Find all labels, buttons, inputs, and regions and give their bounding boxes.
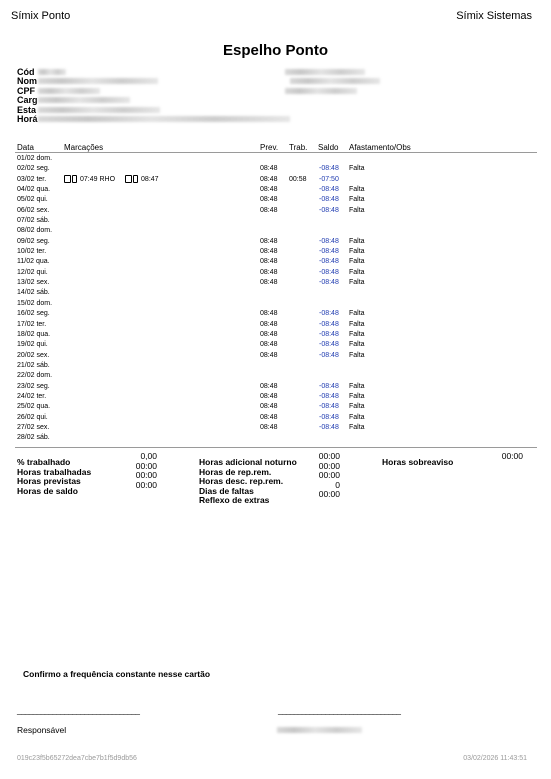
row-date: 23/02 seg.: [17, 382, 50, 390]
row-obs: Falta: [349, 413, 365, 421]
row-date: 04/02 qua.: [17, 186, 51, 194]
summary-label: Horas sobreaviso: [382, 457, 454, 467]
summary-label: Horas trabalhadas: [17, 466, 92, 477]
table-row: [0, 433, 551, 443]
company-name: Símix Sistemas: [456, 10, 532, 22]
row-obs: Falta: [349, 279, 365, 287]
info-label-schedule: Horá: [17, 114, 38, 124]
row-date: 01/02 dom.: [17, 155, 53, 162]
row-prev: 08:48: [260, 258, 278, 266]
signature-line-left: _______________________________: [17, 706, 140, 715]
row-saldo: -08:48: [319, 392, 339, 400]
row-date: 20/02 sex.: [17, 351, 50, 359]
col-header-obs: Afastamento/Obs: [349, 143, 411, 152]
page-title: Espelho Ponto: [223, 42, 328, 59]
row-obs: Falta: [349, 268, 365, 276]
row-prev: 08:48: [260, 403, 278, 411]
row-date: 22/02 dom.: [17, 372, 53, 380]
row-obs: Falta: [349, 310, 365, 318]
summary-value: 0,00: [140, 451, 157, 461]
table-row: [0, 154, 551, 164]
summary-value: 00:00: [318, 470, 340, 481]
info-label-cpf: CPF: [17, 86, 35, 96]
table-row: [0, 216, 551, 226]
table-row: [0, 423, 551, 433]
summary-label: Reflexo de extras: [199, 495, 270, 506]
redacted-name: [38, 78, 158, 84]
summary-value: 0: [335, 479, 340, 490]
table-row: [0, 382, 551, 392]
redacted-right-3: [285, 88, 357, 94]
table-row: [0, 351, 551, 361]
info-label-role: Carg: [17, 95, 38, 105]
row-obs: Falta: [349, 206, 365, 214]
row-obs: Falta: [349, 382, 365, 390]
col-header-saldo: Saldo: [318, 143, 339, 152]
summary-label: Horas de rep.rem.: [199, 466, 272, 477]
redacted-right-1: [285, 69, 365, 75]
row-prev: 08:48: [260, 237, 278, 245]
row-date: 03/02 ter.: [17, 175, 47, 183]
summary-value: 00:00: [318, 451, 340, 461]
row-prev: 08:48: [260, 268, 278, 276]
row-obs: Falta: [349, 330, 365, 338]
table-row: [0, 278, 551, 288]
row-prev: 08:48: [260, 206, 278, 214]
summary-label: Horas adicional noturno: [199, 457, 297, 467]
row-prev: 08:48: [260, 423, 278, 431]
row-prev: 08:48: [260, 165, 278, 173]
app-name: Símix Ponto: [11, 10, 71, 22]
row-saldo: -08:48: [319, 341, 339, 349]
table-row: [0, 226, 551, 236]
redacted-code: [38, 69, 66, 75]
row-date: 14/02 sáb.: [17, 289, 50, 297]
row-saldo: -07:50: [319, 175, 339, 183]
row-obs: Falta: [349, 320, 365, 328]
row-prev: 08:48: [260, 382, 278, 390]
row-date: 07/02 sáb.: [17, 217, 50, 225]
redacted-right-2: [290, 78, 380, 84]
responsavel-label: Responsável: [17, 725, 67, 735]
summary-value: 00:00: [135, 479, 157, 490]
row-saldo: -08:48: [319, 248, 339, 256]
row-date: 08/02 dom.: [17, 227, 53, 235]
row-obs: Falta: [349, 392, 365, 400]
timesheet-rows: [0, 154, 551, 444]
row-saldo: -08:48: [319, 186, 339, 194]
row-date: 21/02 sáb.: [17, 361, 50, 369]
row-date: 24/02 ter.: [17, 392, 47, 400]
row-obs: Falta: [349, 403, 365, 411]
punch-time: 07:49 RHO: [80, 175, 116, 183]
row-date: 05/02 qui.: [17, 196, 48, 204]
table-row: [0, 237, 551, 247]
row-saldo: -08:48: [319, 196, 339, 204]
summary-value: 00:00: [501, 451, 523, 461]
row-obs: Falta: [349, 423, 365, 431]
row-prev: 08:48: [260, 310, 278, 318]
summary-row: [382, 451, 523, 467]
row-prev: 08:48: [260, 279, 278, 287]
row-saldo: -08:48: [319, 237, 339, 245]
summary-col-3: [382, 451, 523, 467]
col-header-marcacoes: Marcações: [64, 143, 104, 152]
row-date: 17/02 ter.: [17, 320, 47, 328]
summary-label: Horas previstas: [17, 476, 81, 487]
row-date: 28/02 sáb.: [17, 434, 50, 442]
table-row: [0, 413, 551, 423]
row-obs: Falta: [349, 186, 365, 194]
row-prev: 08:48: [260, 351, 278, 359]
row-prev: 08:48: [260, 196, 278, 204]
row-prev: 08:48: [260, 330, 278, 338]
table-row: [0, 371, 551, 381]
summary-value: 00:00: [135, 460, 157, 471]
signature-line-right: _______________________________: [278, 706, 401, 715]
row-saldo: -08:48: [319, 206, 339, 214]
row-obs: Falta: [349, 258, 365, 266]
summary-label: Horas desc. rep.rem.: [199, 476, 284, 487]
row-prev: 08:48: [260, 186, 278, 194]
row-saldo: -08:48: [319, 382, 339, 390]
row-saldo: -08:48: [319, 310, 339, 318]
row-date: 12/02 qui.: [17, 268, 48, 276]
summary-label: % trabalhado: [17, 457, 71, 467]
row-obs: Falta: [349, 341, 365, 349]
row-date: 16/02 seg.: [17, 310, 50, 318]
redacted-employee-signature-name: [277, 727, 362, 733]
row-date: 09/02 seg.: [17, 237, 50, 245]
info-label-establishment: Esta: [17, 105, 37, 115]
row-date: 19/02 qui.: [17, 341, 48, 349]
confirmation-text: Confirmo a frequência constante nesse cartão: [23, 669, 211, 679]
row-saldo: -08:48: [319, 423, 339, 431]
table-row: [0, 340, 551, 350]
row-saldo: -08:48: [319, 330, 339, 338]
row-prev: 08:48: [260, 341, 278, 349]
table-row: [0, 195, 551, 205]
info-label-name: Nom: [17, 76, 37, 86]
generated-datetime: 03/02/2026 11:43:51: [463, 755, 527, 762]
table-row: [0, 402, 551, 412]
row-saldo: -08:48: [319, 351, 339, 359]
summary-label: Dias de faltas: [199, 485, 254, 496]
redacted-cpf: [38, 88, 100, 94]
row-saldo: -08:48: [319, 413, 339, 421]
summary-divider: [15, 447, 537, 448]
row-saldo: -08:48: [319, 258, 339, 266]
row-saldo: -08:48: [319, 268, 339, 276]
row-saldo: -08:48: [319, 279, 339, 287]
punch-time: 08:47: [141, 175, 159, 183]
table-row: [0, 309, 551, 319]
summary-col-1: [17, 451, 157, 496]
table-row: [0, 299, 551, 309]
summary-label: Horas de saldo: [17, 485, 78, 496]
table-header-divider: [15, 152, 537, 153]
clock-icon: [125, 175, 132, 183]
clock-icon: [133, 175, 138, 183]
row-marcacoes: [64, 175, 159, 185]
row-date: 11/02 qua.: [17, 258, 50, 266]
row-prev: 08:48: [260, 248, 278, 256]
col-header-trab: Trab.: [289, 143, 308, 152]
row-saldo: -08:48: [319, 403, 339, 411]
row-date: 15/02 dom.: [17, 299, 53, 307]
row-obs: Falta: [349, 196, 365, 204]
summary-col-2: [199, 451, 340, 506]
summary-value: 00:00: [318, 460, 340, 471]
row-date: 18/02 qua.: [17, 330, 51, 338]
row-date: 27/02 sex.: [17, 423, 50, 431]
row-obs: Falta: [349, 165, 365, 173]
redacted-role: [38, 97, 130, 103]
table-row: [0, 206, 551, 216]
row-prev: 08:48: [260, 413, 278, 421]
summary-row: [199, 470, 340, 487]
row-date: 25/02 qua.: [17, 403, 51, 411]
clock-icon: [72, 175, 77, 183]
summary-value: 00:00: [318, 489, 340, 500]
table-row: [0, 320, 551, 330]
row-prev: 08:48: [260, 175, 278, 183]
row-obs: Falta: [349, 237, 365, 245]
row-prev: 08:48: [260, 392, 278, 400]
summary-value: 00:00: [135, 470, 157, 481]
table-row: [0, 185, 551, 195]
summary-row: [199, 489, 340, 506]
row-prev: 08:48: [260, 320, 278, 328]
row-date: 06/02 sex.: [17, 206, 50, 214]
table-row: [0, 164, 551, 174]
row-date: 10/02 ter.: [17, 248, 47, 256]
table-row: [0, 257, 551, 267]
table-row: [0, 288, 551, 298]
table-row: [0, 361, 551, 371]
col-header-prev: Prev.: [260, 143, 279, 152]
summary-row: [17, 479, 157, 496]
table-row: [0, 268, 551, 278]
table-row: [0, 247, 551, 257]
table-row: [0, 392, 551, 402]
row-trab: 00:58: [289, 175, 307, 183]
row-date: 13/02 sex.: [17, 279, 50, 287]
row-date: 26/02 qui.: [17, 413, 48, 421]
table-row: [0, 330, 551, 340]
row-obs: Falta: [349, 351, 365, 359]
clock-icon: [64, 175, 71, 183]
table-row: [0, 175, 551, 185]
document-hash: 019c23f5b65272dea7cbe7b1f5d9db56: [17, 755, 137, 762]
redacted-schedule: [38, 116, 290, 122]
row-saldo: -08:48: [319, 165, 339, 173]
col-header-date: Data: [17, 143, 34, 152]
row-obs: Falta: [349, 248, 365, 256]
row-date: 02/02 seg.: [17, 165, 50, 173]
redacted-establishment: [38, 107, 160, 113]
info-label-code: Cód: [17, 67, 35, 77]
row-saldo: -08:48: [319, 320, 339, 328]
